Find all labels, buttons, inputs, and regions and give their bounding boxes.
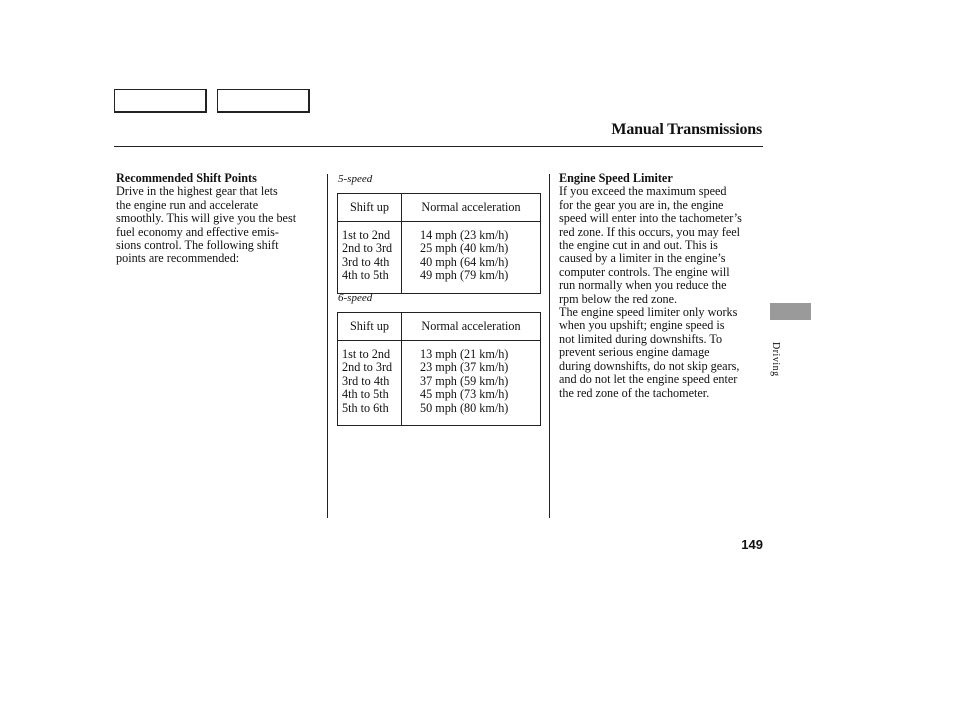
six-speed-table [337, 312, 541, 426]
table-body [338, 341, 540, 425]
limiter-line: during downshifts, do not skip gears, [559, 358, 740, 373]
nav-box-left[interactable] [114, 89, 207, 113]
header-rule [114, 146, 763, 147]
limiter-line: the red zone of the tachometer. [559, 385, 710, 400]
table-header-row [338, 313, 540, 341]
speed-column [402, 222, 540, 293]
limiter-line: the engine cut in and out. This is [559, 238, 718, 253]
shift-points-line: sions control. The following shift [116, 238, 279, 253]
table-cell: 3rd to 4th [342, 254, 390, 269]
side-tab-label: Driving [770, 342, 781, 377]
table-body [338, 222, 540, 293]
speed-column [402, 341, 540, 425]
section-tab-driving[interactable] [770, 303, 811, 320]
table-cell: 50 mph (80 km/h) [420, 400, 509, 415]
table-cell: 14 mph (23 km/h) [420, 228, 509, 242]
table-cell: 2nd to 3rd [342, 360, 393, 375]
limiter-line: computer controls. The engine will [559, 264, 730, 279]
shift-column [338, 222, 402, 293]
table-cell: 37 mph (59 km/h) [420, 373, 509, 388]
limiter-heading: Engine Speed Limiter [559, 171, 673, 185]
table-cell: 25 mph (40 km/h) [420, 241, 509, 256]
limiter-line: red zone. If this occurs, you may feel [559, 224, 741, 239]
shift-up-header: Shift up [338, 313, 402, 340]
normal-acceleration-header: Normal acceleration [421, 318, 521, 333]
table-cell: 3rd to 4th [342, 373, 390, 388]
shift-points-line: Drive in the highest gear that lets [116, 184, 278, 199]
limiter-line: speed will enter into the tachometer’s [559, 211, 742, 226]
table-header-row [338, 194, 540, 222]
shift-up-header: Shift up [338, 194, 402, 221]
table-cell: 4th to 5th [342, 268, 389, 283]
table-cell: 4th to 5th [342, 387, 389, 402]
table-cell: 23 mph (37 km/h) [420, 360, 509, 375]
limiter-line: not limited during downshifts. To [559, 331, 723, 346]
limiter-line: for the gear you are in, the engine [559, 197, 724, 212]
shift-points-line: smoothly. This will give you the best [116, 211, 297, 226]
table-cell: 45 mph (73 km/h) [420, 387, 509, 402]
table-cell: 1st to 2nd [342, 347, 391, 361]
limiter-line: when you upshift; engine speed is [559, 318, 725, 333]
limiter-line: The engine speed limiter only works [559, 305, 738, 320]
table-cell: 2nd to 3rd [342, 241, 393, 256]
table-cell: 13 mph (21 km/h) [420, 347, 509, 361]
table-cell: 40 mph (64 km/h) [420, 254, 509, 269]
limiter-line: rpm below the red zone. [559, 291, 678, 306]
shift-points-section [116, 172, 318, 266]
five-speed-table [337, 193, 541, 294]
column-divider-right [549, 174, 550, 518]
normal-acceleration-header: Normal acceleration [421, 199, 521, 214]
table-cell: 5th to 6th [342, 400, 389, 415]
limiter-line: If you exceed the maximum speed [559, 184, 727, 199]
shift-points-line: fuel economy and effective emis- [116, 224, 279, 239]
nav-box-right[interactable] [217, 89, 310, 113]
shift-column [338, 341, 402, 425]
shift-points-line: points are recommended: [116, 251, 240, 266]
table-cell: 49 mph (79 km/h) [420, 268, 509, 283]
five-speed-caption: 5-speed [338, 173, 373, 185]
page-title: Manual Transmissions [611, 121, 762, 138]
page-number: 149 [741, 537, 763, 552]
limiter-line: and do not let the engine speed enter [559, 372, 738, 387]
limiter-line: run normally when you reduce the [559, 278, 727, 293]
engine-speed-limiter-section [559, 172, 765, 400]
limiter-line: caused by a limiter in the engine’s [559, 251, 726, 266]
six-speed-caption: 6-speed [338, 292, 373, 304]
table-cell: 1st to 2nd [342, 228, 391, 242]
column-divider-left [327, 174, 328, 518]
shift-points-line: the engine run and accelerate [116, 197, 259, 212]
shift-points-heading: Recommended Shift Points [116, 171, 257, 185]
limiter-line: prevent serious engine damage [559, 345, 710, 360]
